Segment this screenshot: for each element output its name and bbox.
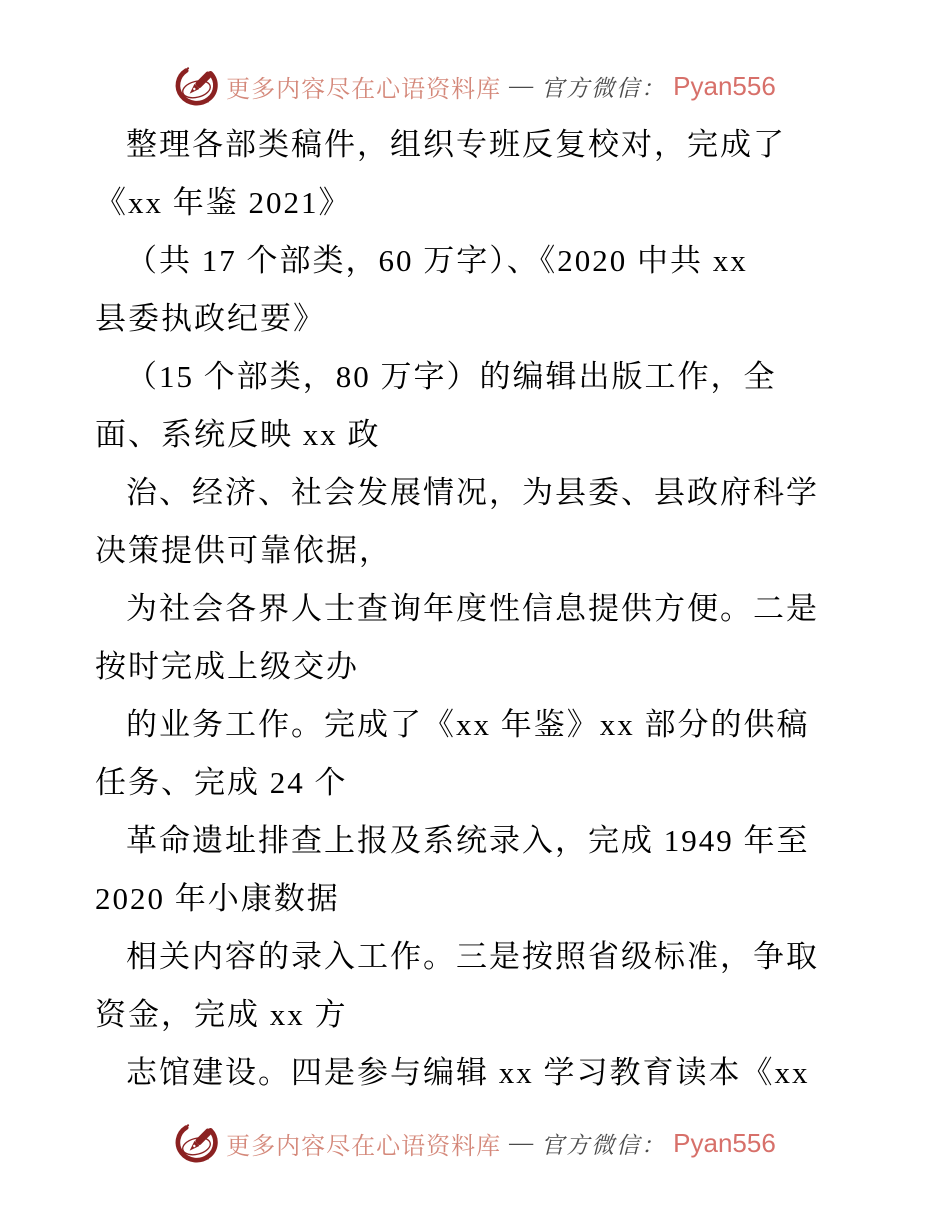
document-text-line: （共 17 个部类，60 万字）、《2020 中共 xx [126,243,748,278]
document-text-line: （15 个部类，80 万字）的编辑出版工作，全 [126,359,777,394]
document-text-line: 县委执政纪要》 [95,301,326,336]
document-text-line: 2020 年小康数据 [95,881,340,916]
pen-swirl-logo-icon [174,63,219,110]
wechat-label: 官方微信： [541,76,667,101]
document-text-line: 面、系统反映 xx 政 [95,417,381,452]
document-text-line: 相关内容的录入工作。三是按照省级标准，争取 [126,939,819,974]
brand-site-label: 更多内容尽在心语资料库 [226,1134,502,1160]
wechat-id: Pyan556 [673,1128,776,1158]
document-text-line: 的业务工作。完成了《xx 年鉴》xx 部分的供稿 [126,707,810,742]
document-text-line: 《xx 年鉴 2021》 [95,185,352,220]
document-text-line: 资金，完成 xx 方 [95,997,348,1032]
document-text-line: 革命遗址排查上报及系统录入，完成 1949 年至 [126,823,810,858]
document-text-line: 任务、完成 24 个 [95,765,348,800]
footer-watermark [0,1120,950,1167]
pen-swirl-logo-icon [174,1120,219,1167]
wechat-label: 官方微信： [541,1133,667,1158]
document-text-line: 按时完成上级交办 [95,649,359,684]
header-watermark [0,63,950,110]
document-text-line: 整理各部类稿件，组织专班反复校对，完成了 [126,127,786,162]
document-body [95,116,857,1102]
brand-dash: — [509,73,534,99]
brand-site-label: 更多内容尽在心语资料库 [226,77,502,103]
document-text-line: 志馆建设。四是参与编辑 xx 学习教育读本《xx [126,1055,810,1090]
brand-dash: — [509,1130,534,1156]
wechat-id: Pyan556 [673,71,776,101]
document-text-line: 为社会各界人士查询年度性信息提供方便。二是 [126,591,819,626]
document-text-line: 决策提供可靠依据， [95,533,392,568]
document-text-line: 治、经济、社会发展情况，为县委、县政府科学 [126,475,819,510]
